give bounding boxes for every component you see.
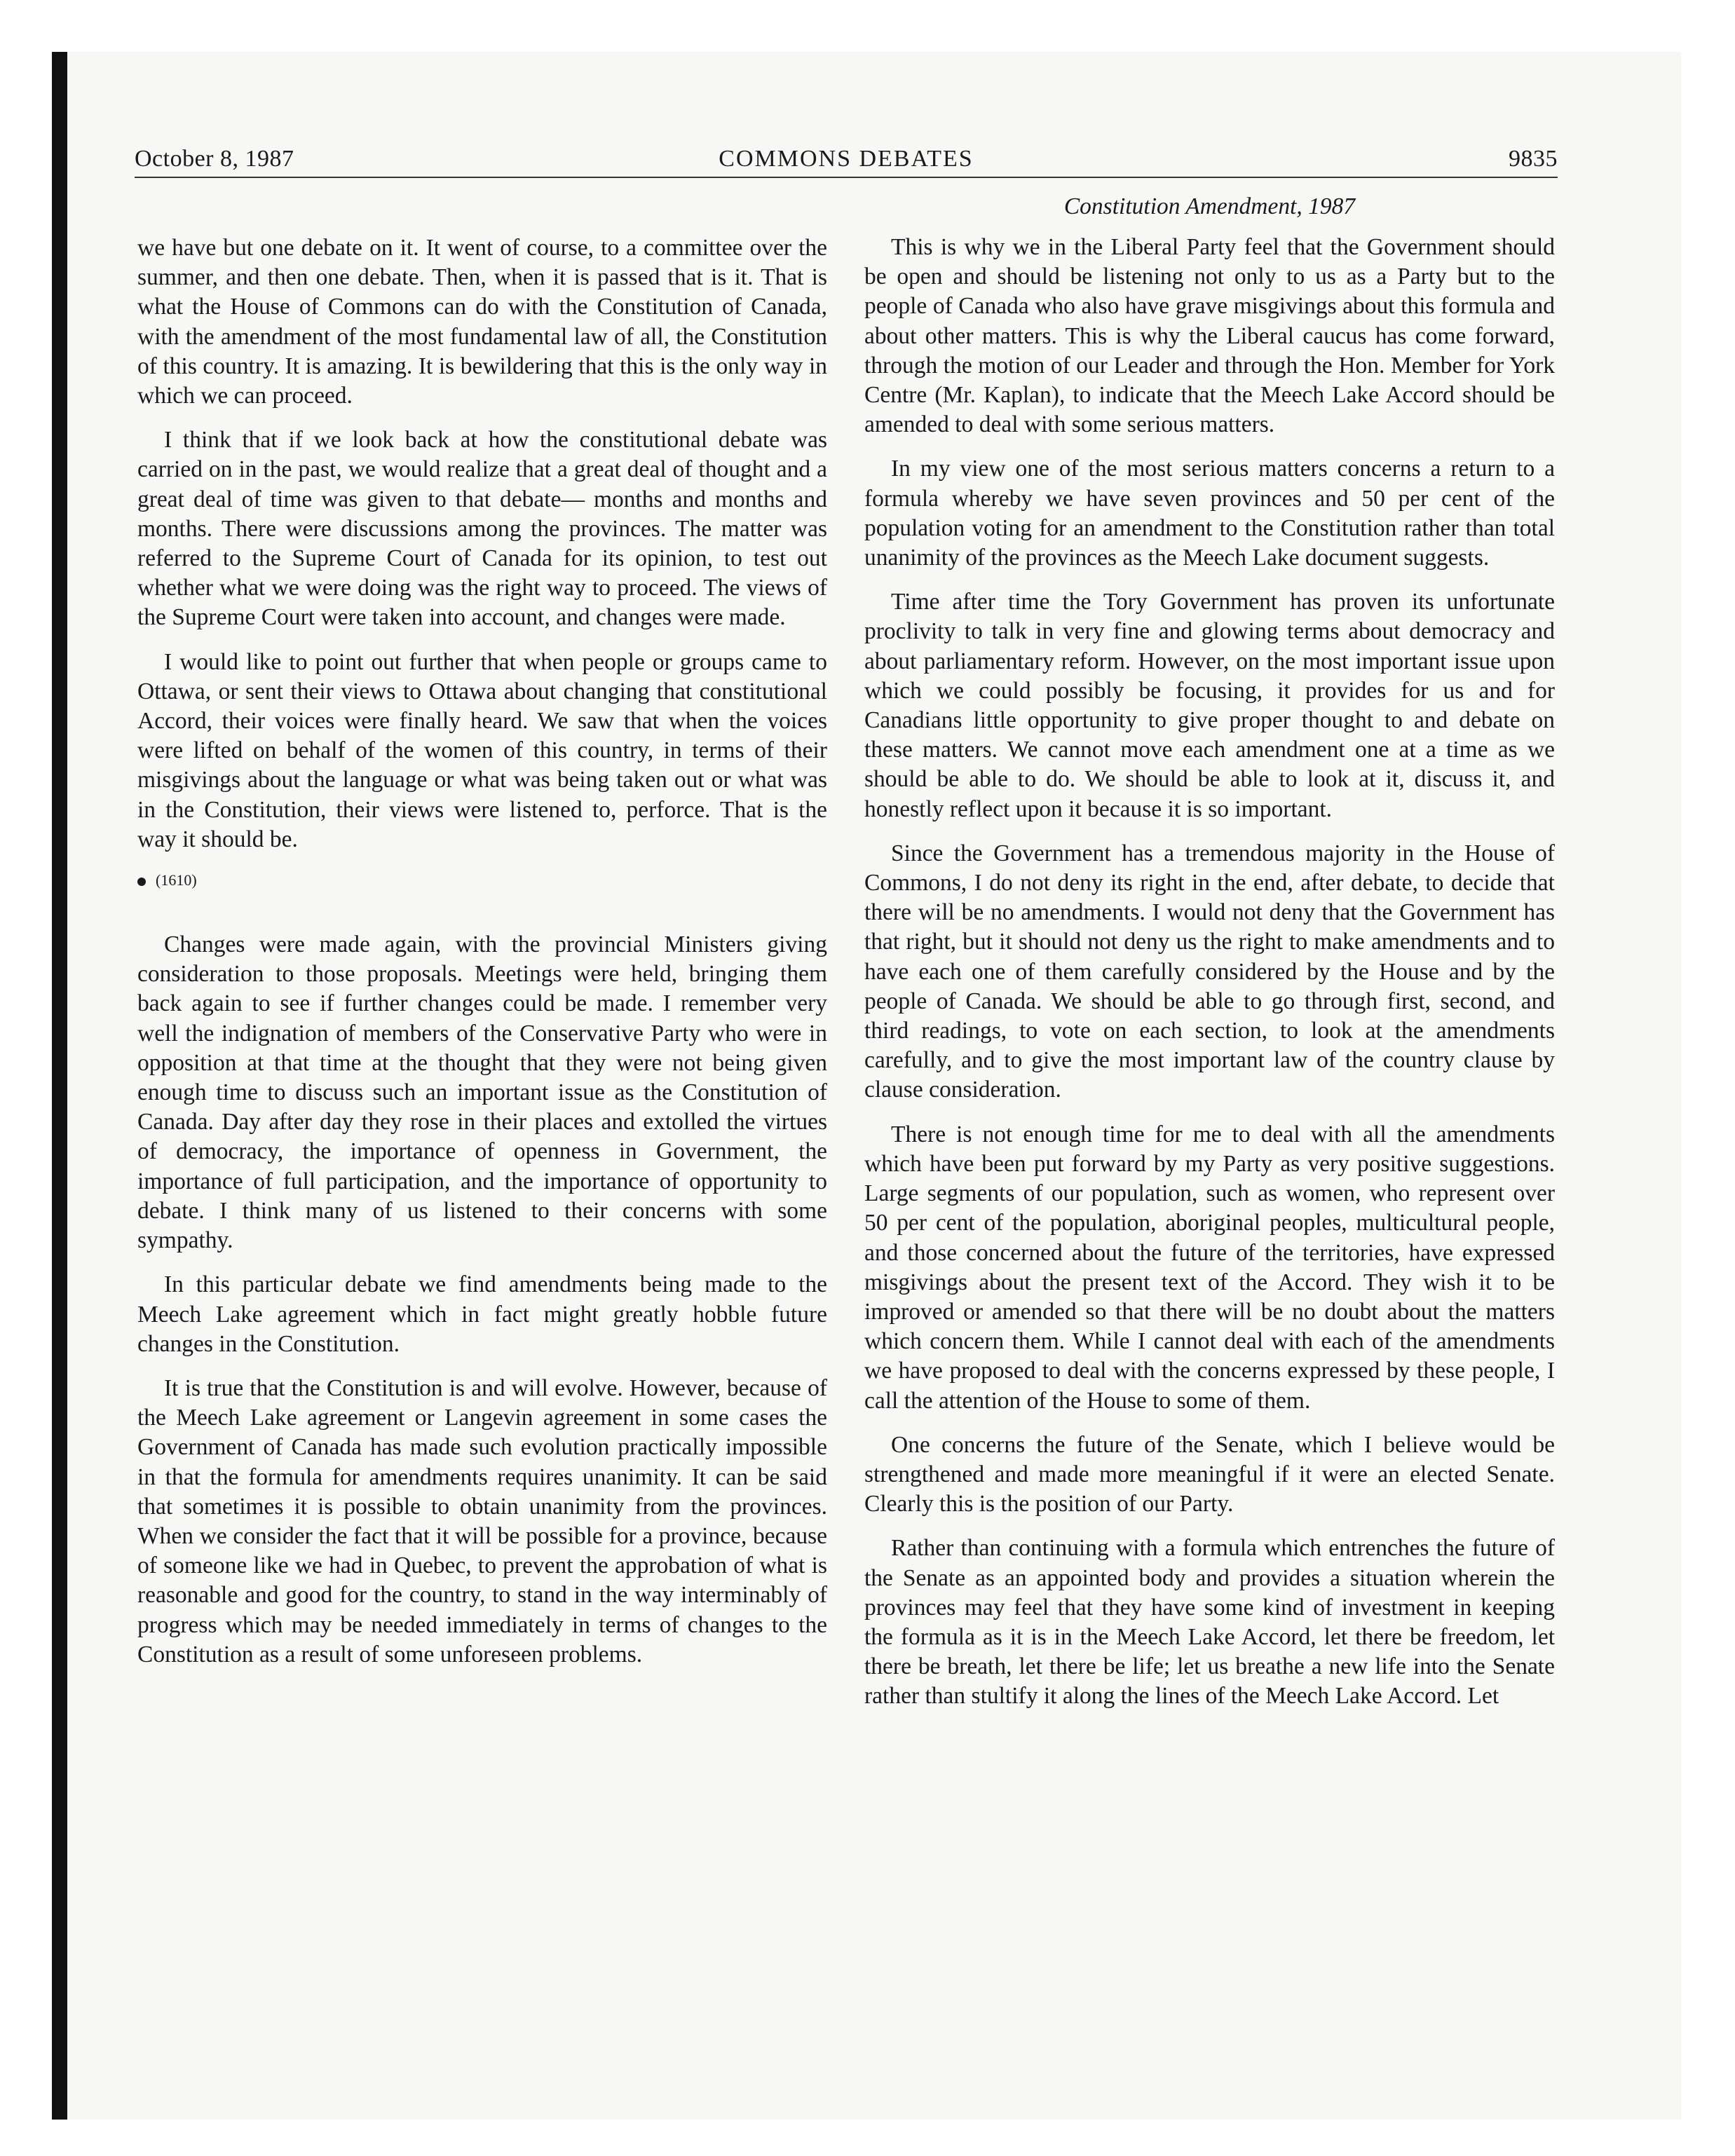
- left-column: [137, 233, 827, 1684]
- bullet-icon: [137, 878, 146, 886]
- header-publication-title: COMMONS DEBATES: [719, 146, 974, 172]
- right-column: [864, 192, 1555, 1726]
- paragraph: I think that if we look back at how the constitutional debate was carried on in the past, we would realize that a great deal of thought and a great deal of time was given to that debate— months and months and months. There were discussions among the provinces. The matter was referred to the Supreme Court of Canada for its opinion, to test out whether what we were doing was the right way to proceed. The views of the Supreme Court were taken into account, and changes were made.: [137, 427, 827, 631]
- paragraph: I would like to point out further that when people or groups came to Ottawa, or sent their views to Ottawa about changing that constitutional Accord, their voices were finally heard. We saw that when the voices were lifted on behalf of the women of this country, in terms of their misgivings about the language or what was being taken out or what was in the Constitution, their views were listened to, perforce. That is the way it should be.: [137, 648, 827, 852]
- paragraph: Changes were made again, with the provincial Ministers giving consideration to those proposals. Meetings were held, bringing them back again to see if further changes could be made. I remember very well the indignation of members of the Conservative Party who were in opposition at that time at the thought that they were not being given enough time to discuss such an important issue as the Constitution of Canada. Day after day they rose in their places and extolled the virtues of democracy, the importance of openness in Government, the importance of full participation, and the importance of opportunity to debate. I think many of us listened to their concerns with some sympathy.: [137, 932, 827, 1254]
- paragraph: One concerns the future of the Senate, which I believe would be strengthened and made more meaningful if it were an elected Senate. Clearly this is the position of our Party.: [864, 1431, 1555, 1517]
- section-heading: Constitution Amendment, 1987: [1063, 193, 1356, 219]
- time-marker: [137, 870, 827, 891]
- paragraph: Rather than continuing with a formula which entrenches the future of the Senate as an appointed body and provides a situation wherein the provinces may feel that they have some kind of investment in keeping the formula as it is in the Meech Lake Accord, let there be freedom, let there be breath, let there be life; let us breathe a new life into the Senate rather than stultify it along the lines of the Meech Lake Accord. Let: [864, 1535, 1555, 1710]
- running-header: [135, 137, 1558, 178]
- header-date: October 8, 1987: [135, 146, 294, 172]
- paragraph: There is not enough time for me to deal with all the amendments which have been put forward by my Party as very positive suggestions. Large segments of our population, such as women, who represent over 50 per cent of the population, aboriginal peoples, multicultural people, and those concerned about the future of the territories, have expressed misgivings about the present text of the Accord. They wish it to be improved or amended so that there will be no doubt about the matters which concern them. While I cannot deal with each of the amendments we have proposed to deal with the concerns expressed by these people, I call the attention of the House to some of them.: [864, 1121, 1555, 1414]
- paragraph: Since the Government has a tremendous majority in the House of Commons, I do not deny its right in the end, after debate, to decide that there will be no amendments. I would not deny that the Government has that right, but it should not deny us the right to make amendments and to have each one of them carefully considered by the House and by the people of Canada. We should be able to go through first, second, and third readings, to vote on each section, to look at the amendments carefully, and to give the most important law of the country clause by clause consideration.: [864, 840, 1555, 1103]
- paragraph: In this particular debate we find amendments being made to the Meech Lake agreement which in fact might greatly hobble future changes in the Constitution.: [137, 1271, 827, 1357]
- paragraph: Time after time the Tory Government has proven its unfortunate proclivity to talk in very fine and glowing terms about democracy and about parliamentary reform. However, on the most important issue upon which we could possibly be focusing, it provides for us and for Canadians little opportunity to give proper thought to and debate on these matters. We cannot move each amendment one at a time as we should be able to do. We should be able to look at it, discuss it, and honestly reflect upon it because it is so important.: [864, 589, 1555, 822]
- paragraph: It is true that the Constitution is and will evolve. However, because of the Meech Lake agreement or Langevin agreement in some cases the Government of Canada has made such evolution practically impossible in that the formula for amendments requires unanimity. It can be said that sometimes it is possible to obtain unanimity from the provinces. When we consider the fact that it will be possible for a province, because of someone like we had in Quebec, to prevent the approbation of what is reasonable and good for the country, to stand in the way interminably of progress which may be needed immediately in terms of changes to the Constitution as a result of some unforeseen problems.: [137, 1374, 827, 1667]
- scan-edge-shadow: [52, 52, 67, 2120]
- header-page-number: 9835: [1509, 146, 1558, 172]
- paragraph: we have but one debate on it. It went of course, to a committee over the summer, and then one debate. Then, when it is passed that is it. That is what the House of Commons can do with the Constitution of Canada, with the amendment of the most fundamental law of all, the Constitution of this country. It is amazing. It is bewildering that this is the only way in which we can proceed.: [137, 235, 827, 409]
- paragraph: This is why we in the Liberal Party feel that the Government should be open and should be listening not only to us as a Party but to the people of Canada who also have grave misgivings about this formula and about other matters. This is why the Liberal caucus has come forward, through the motion of our Leader and through the Hon. Member for York Centre (Mr. Kaplan), to indicate that the Meech Lake Accord should be amended to deal with some serious matters.: [864, 234, 1555, 438]
- time-marker-label: (1610): [156, 871, 197, 889]
- paragraph: In my view one of the most serious matters concerns a return to a formula whereby we have seven provinces and 50 per cent of the population voting for an amendment to the Constitution rather than total unanimity of the provinces as the Meech Lake document suggests.: [864, 456, 1555, 571]
